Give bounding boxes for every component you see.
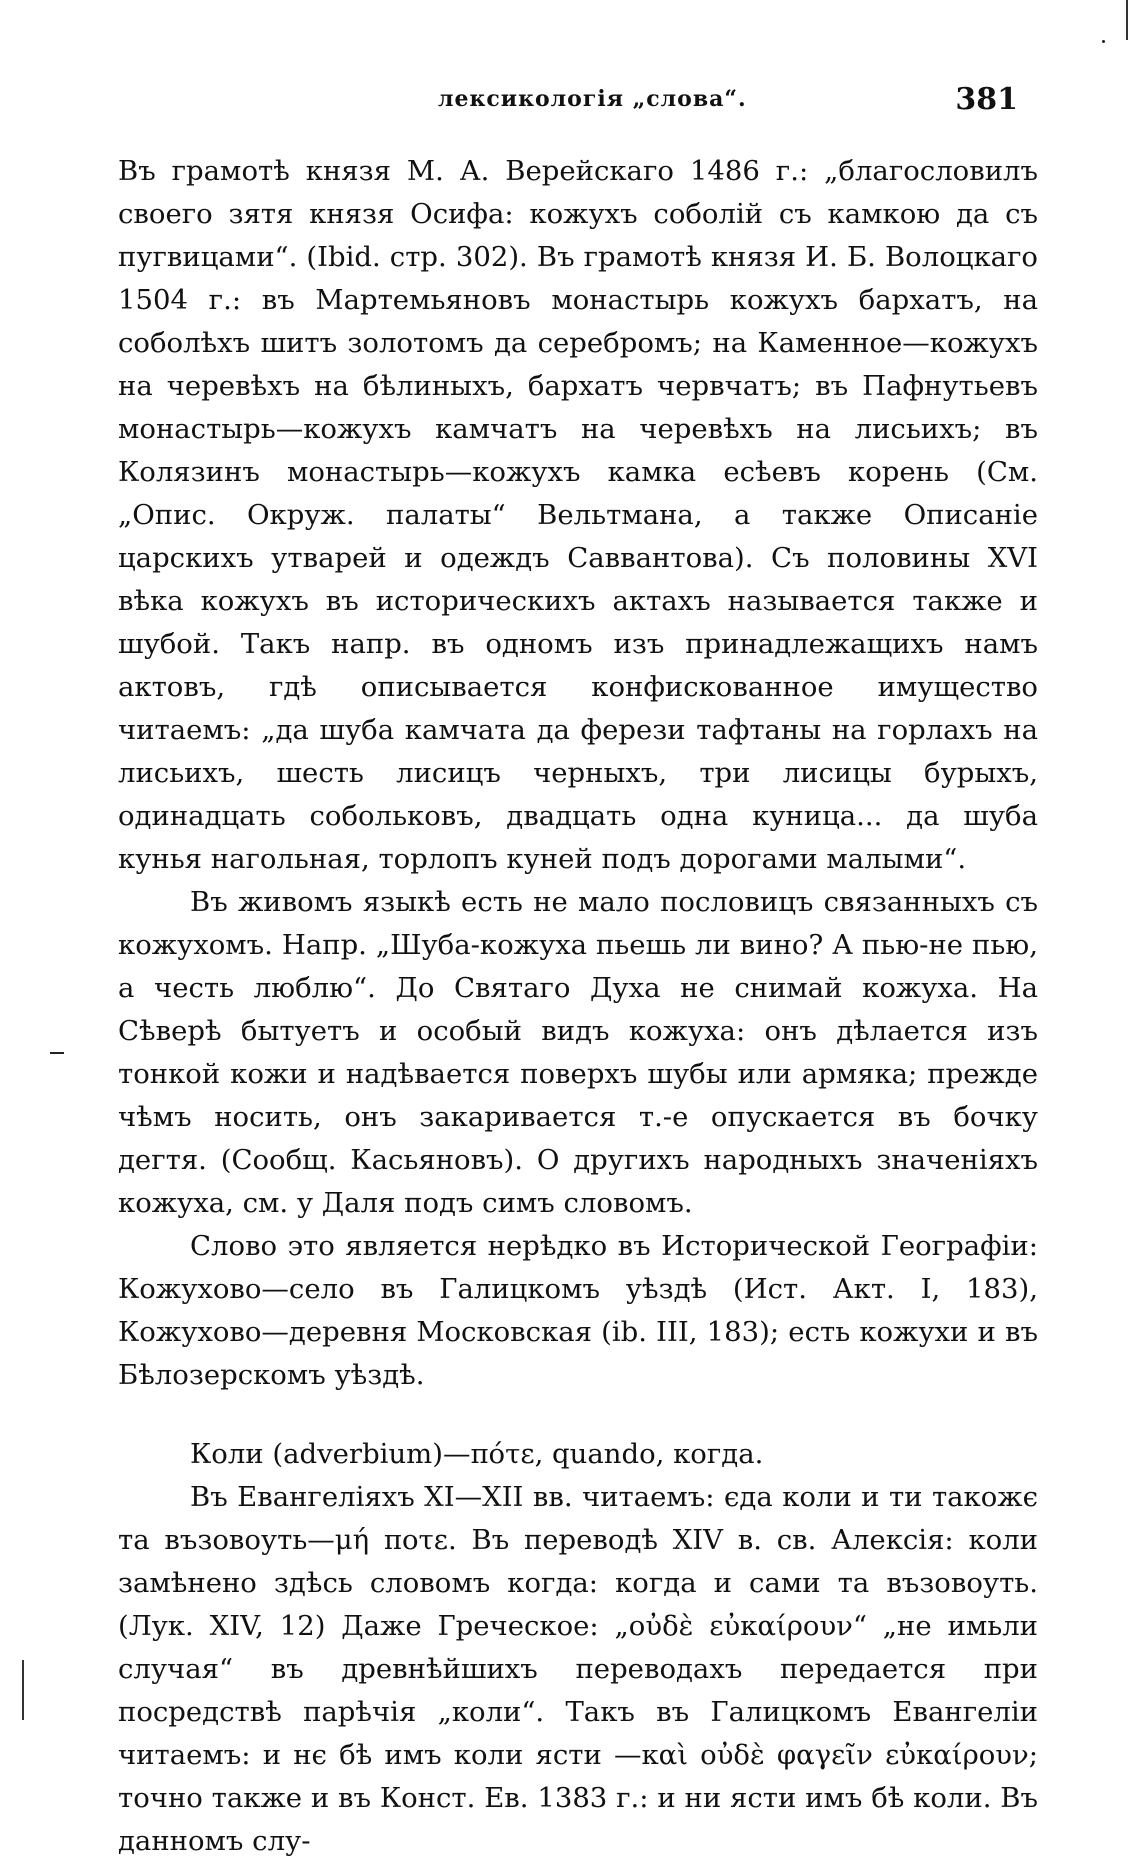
margin-dot (1102, 40, 1105, 43)
page-header (118, 82, 1038, 126)
paragraph-kozhukh-documents: Въ грамотѣ князя М. А. Верейскаго 1486 г.: „благословилъ своего зятя князя Осифа: кожухъ соболій съ камкою да съ пугвицами“. (Ibid. стр. 302). Въ грамотѣ князя И. Б. Волоцкаго 1504 г.: въ Мартемьяновъ монастырь кожухъ бархатъ, на соболѣхъ шитъ золотомъ да серебромъ; на Каменное—кожухъ на черевѣхъ на бѣлиныхъ, бархатъ червчатъ; въ Пафнутьевъ монастырь—кожухъ камчатъ на черевѣхъ на лисьихъ; въ Колязинъ монастырь—кожухъ камка есѣевъ корень (См. „Опис. Окруж. палаты“ Вельтмана, а также Описаніе царскихъ утварей и одеждъ Саввантова). Съ половины XVI вѣка кожухъ въ историческихъ актахъ называется также и шубой. Такъ напр. въ одномъ изъ принадлежащихъ намъ актовъ, гдѣ описывается конфискованное имущество читаемъ: „да шуба камчата да ферези тафтаны на горлахъ на лисьихъ, шесть лисицъ черныхъ, три лисицы бурыхъ, одинадцать собольковъ, двадцать одна куница... да шуба кунья нагольная, торлопъ куней подъ дорогами малыми“. (118, 155, 1038, 875)
page-number: 381 (955, 82, 1018, 117)
page-body (118, 150, 1038, 1863)
running-title: лексикологія „слова“. (438, 86, 747, 112)
entry-heading-koli: Коли (adverbium)—πότε, quando, когда. (190, 1438, 764, 1470)
scan-edge-line (1126, 0, 1128, 40)
paragraph-kozhukh-proverbs: Въ живомъ языкѣ есть не мало пословицъ связанныхъ съ кожухомъ. Напр. „Шуба-кожуха пьешь ли вино? А пью-не пью, а честь люблю“. До Святаго Духа не снимай кожуха. На Сѣверѣ бытуетъ и особый видъ кожуха: онъ дѣлается изъ тонкой кожи и надѣвается поверхъ шубы или армяка; прежде чѣмъ носить, онъ закаривается т.-е опускается въ бочку дегтя. (Сообщ. Касьяновъ). О другихъ народныхъ значеніяхъ кожуха, см. у Даля подъ симъ словомъ. (118, 886, 1038, 1219)
paragraph-koli-gospels: Въ Евангеліяхъ XI—XII вв. читаемъ: єда коли и ти такожє та възовоуть—μή ποτε. Въ переводѣ XIV в. св. Алексія: коли замѣнено здѣсь словомъ когда: когда и сами та възовоуть. (Лук. XIV, 12) Даже Греческое: „οὐδὲ εὐκαίρουν“ „не имьли случая“ въ древнѣйшихъ переводахъ передается при посредствѣ парѣчія „коли“. Такъ въ Галицкомъ Евангеліи читаемъ: и нє бѣ имъ коли ясти —καὶ οὐδὲ φαγεῖν εὐκαίρουν; точно также и въ Конст. Ев. 1383 г.: и ни ясти имъ бѣ коли. Въ данномъ слу- (118, 1481, 1038, 1857)
margin-mark (50, 1052, 64, 1054)
scan-edge-line (22, 1660, 24, 1720)
paragraph-kozhukh-geography: Слово это является нерѣдко въ Исторической Географіи: Кожухово—село въ Галицкомъ уѣздѣ (Ист. Акт. I, 183), Кожухово—деревня Московская (ib. III, 183); есть кожухи и въ Бѣлозерскомъ уѣздѣ. (118, 1230, 1038, 1391)
